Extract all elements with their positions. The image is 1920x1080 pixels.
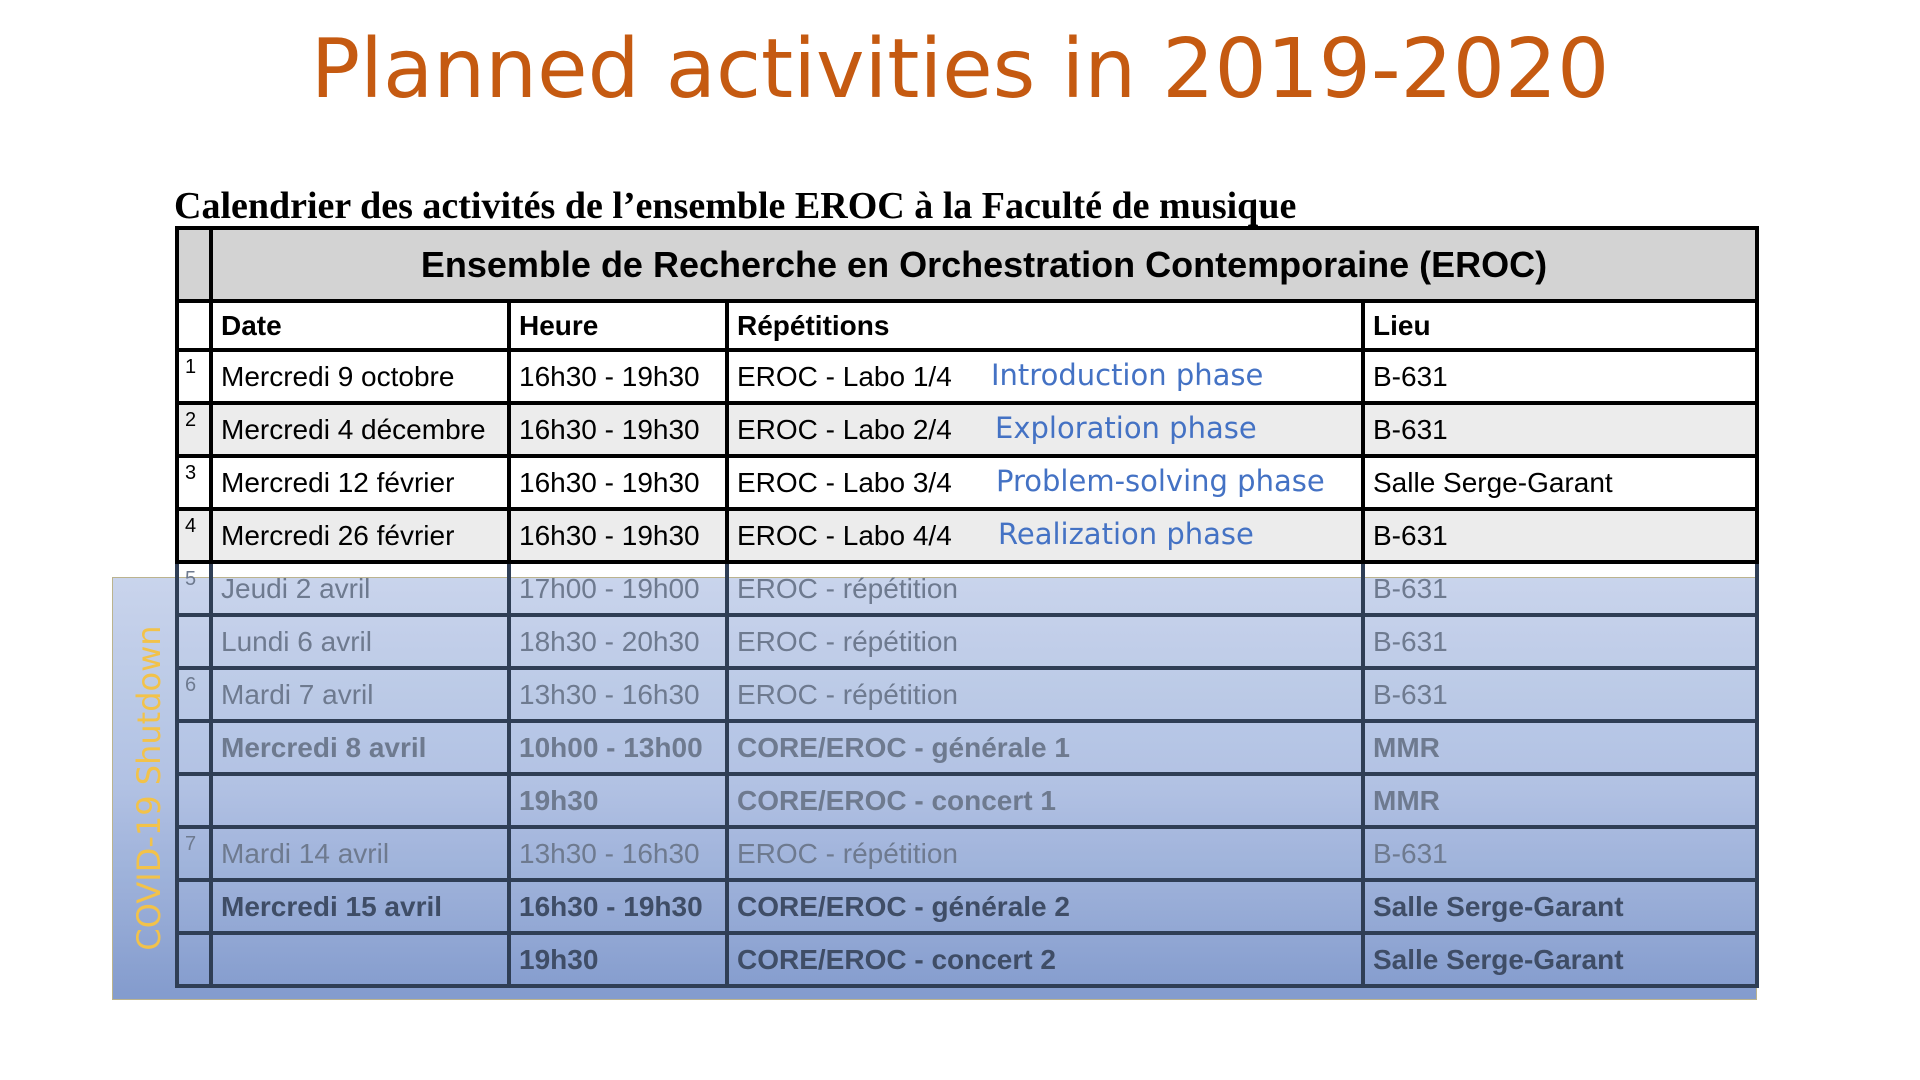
row-lieu: B-631 [1363,615,1757,668]
row-date: Lundi 6 avril [211,615,509,668]
row-lieu: Salle Serge-Garant [1363,880,1757,933]
row-number: 3 [177,456,211,509]
repetition-label: EROC - Labo 3/4 [737,466,952,498]
row-heure: 10h00 - 13h00 [509,721,727,774]
row-lieu: Salle Serge-Garant [1363,456,1757,509]
row-repetition: CORE/EROC - concert 2 [727,933,1363,986]
row-lieu: B-631 [1363,403,1757,456]
header-date: Date [211,301,509,350]
row-date: Jeudi 2 avril [211,562,509,615]
row-repetition [727,403,1363,456]
row-lieu: Salle Serge-Garant [1363,933,1757,986]
row-number: 4 [177,509,211,562]
row-date: Mercredi 9 octobre [211,350,509,403]
repetition-label: EROC - Labo 2/4 [737,413,952,445]
row-heure: 16h30 - 19h30 [509,403,727,456]
banner-spacer-cell [177,228,211,301]
row-date: Mardi 7 avril [211,668,509,721]
table-row [177,827,1757,880]
row-number: 2 [177,403,211,456]
row-heure: 19h30 [509,774,727,827]
table-row [177,933,1757,986]
header-lieu: Lieu [1363,301,1757,350]
row-date [211,774,509,827]
phase-annotation: Exploration phase [995,411,1257,445]
row-lieu: MMR [1363,721,1757,774]
row-lieu: B-631 [1363,350,1757,403]
row-date: Mercredi 15 avril [211,880,509,933]
repetition-label: EROC - Labo 1/4 [737,360,952,392]
row-repetition: CORE/EROC - générale 1 [727,721,1363,774]
row-date: Mercredi 4 décembre [211,403,509,456]
row-heure: 16h30 - 19h30 [509,880,727,933]
phase-annotation: Realization phase [998,517,1254,551]
table-row [177,403,1757,456]
row-heure: 16h30 - 19h30 [509,456,727,509]
row-lieu: B-631 [1363,827,1757,880]
row-repetition [727,456,1363,509]
slide-title: Planned activities in 2019-2020 [310,22,1610,117]
row-heure: 16h30 - 19h30 [509,350,727,403]
row-number: 6 [177,668,211,721]
row-number: 1 [177,350,211,403]
row-lieu: B-631 [1363,668,1757,721]
row-number: 5 [177,562,211,615]
row-heure: 13h30 - 16h30 [509,827,727,880]
row-repetition: CORE/EROC - générale 2 [727,880,1363,933]
phase-annotation: Problem-solving phase [996,464,1325,498]
row-heure: 19h30 [509,933,727,986]
ensemble-banner: Ensemble de Recherche en Orchestration Contemporaine (EROC) [211,228,1757,301]
covid-shutdown-label: COVID-19 Shutdown [130,625,168,951]
row-date [211,933,509,986]
header-heure: Heure [509,301,727,350]
table-row [177,668,1757,721]
phase-annotation: Introduction phase [991,358,1264,392]
row-lieu: B-631 [1363,509,1757,562]
table-row [177,456,1757,509]
row-number [177,615,211,668]
calendar-heading: Calendrier des activités de l’ensemble EROC à la Faculté de musique [174,185,1297,227]
row-repetition [727,509,1363,562]
row-date: Mardi 14 avril [211,827,509,880]
row-repetition [727,350,1363,403]
activities-table [175,226,1759,988]
row-repetition: EROC - répétition [727,668,1363,721]
row-heure: 17h00 - 19h00 [509,562,727,615]
table-row [177,721,1757,774]
row-heure: 18h30 - 20h30 [509,615,727,668]
table-row [177,509,1757,562]
table-row [177,350,1757,403]
table-row [177,774,1757,827]
row-lieu: MMR [1363,774,1757,827]
table-row [177,562,1757,615]
row-repetition: EROC - répétition [727,827,1363,880]
header-repetitions: Répétitions [727,301,1363,350]
repetition-label: EROC - Labo 4/4 [737,519,952,551]
row-date: Mercredi 26 février [211,509,509,562]
row-repetition: EROC - répétition [727,562,1363,615]
row-repetition: CORE/EROC - concert 1 [727,774,1363,827]
row-date: Mercredi 8 avril [211,721,509,774]
row-number: 7 [177,827,211,880]
row-date: Mercredi 12 février [211,456,509,509]
row-lieu: B-631 [1363,562,1757,615]
row-number [177,880,211,933]
row-number [177,933,211,986]
num-header-cell [177,301,211,350]
row-heure: 16h30 - 19h30 [509,509,727,562]
row-heure: 13h30 - 16h30 [509,668,727,721]
table-row [177,880,1757,933]
row-number [177,721,211,774]
table-row [177,615,1757,668]
row-repetition: EROC - répétition [727,615,1363,668]
row-number [177,774,211,827]
